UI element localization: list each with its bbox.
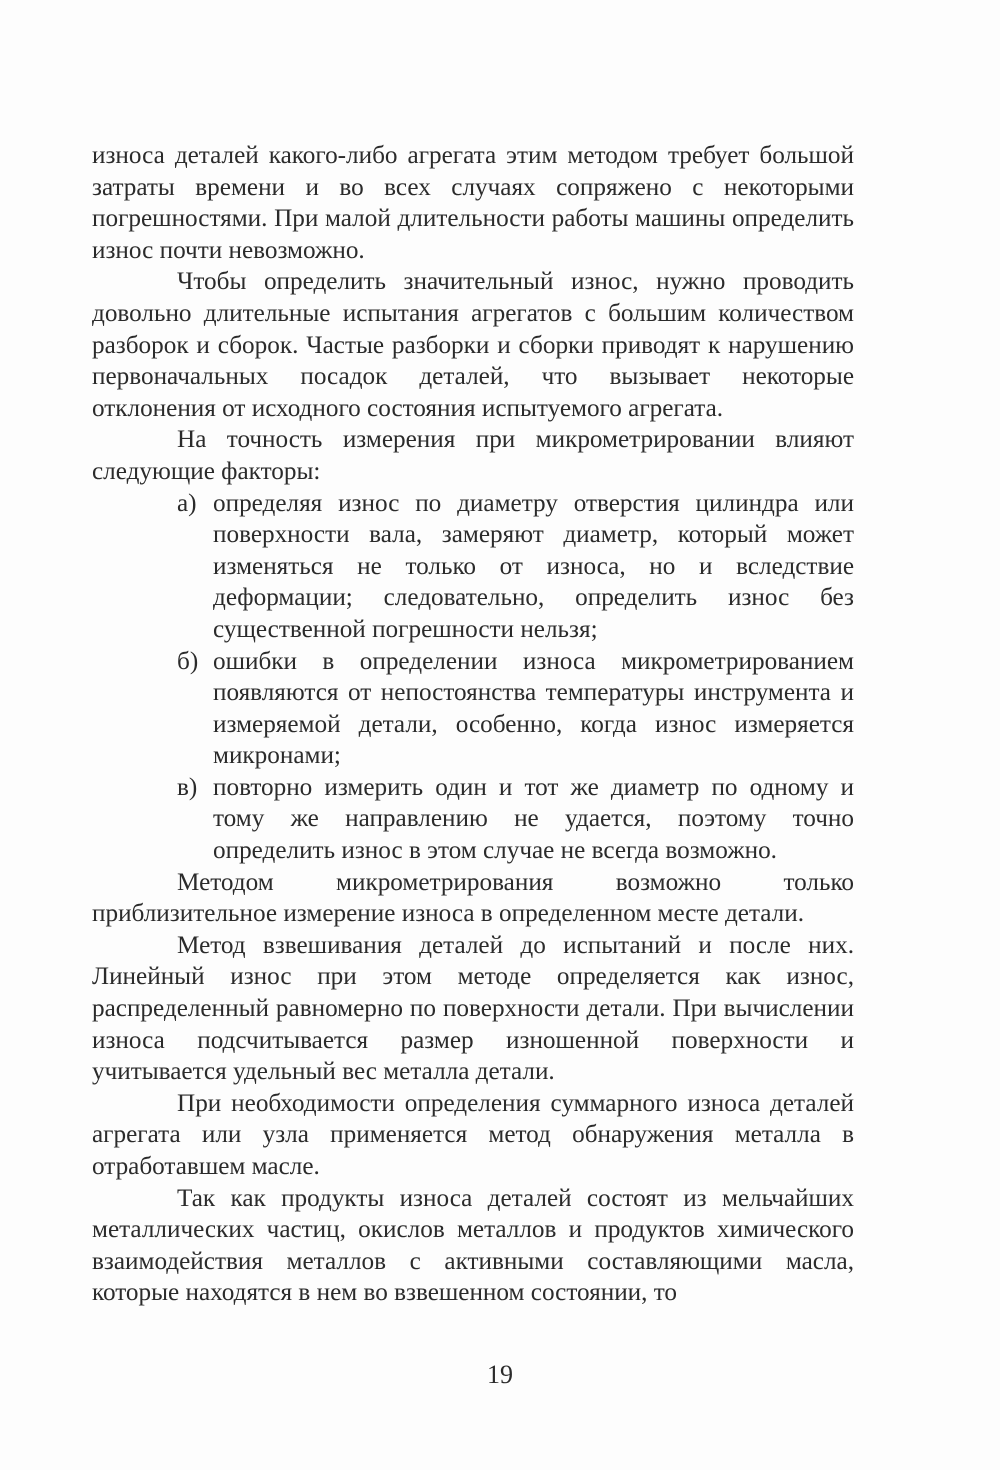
paragraph: Так как продукты износа деталей состоят из мельчайших металлических частиц, окислов металлов и продуктов химического взаимодействия металлов с активными составляющими масла, которые находятся в нем во взвешенном состоянии, то [92,1184,854,1307]
paragraph: Чтобы определить значительный износ, нужно проводить довольно длительные испытания агрегатов с большим количеством разборок и сборок. Частые разборки и сборки приводят к нарушению первоначальных посадок деталей, что вызывает некоторые отклонения от исходного состояния испытуемого агрегата. [92,268,854,422]
factors-list [92,488,854,867]
list-item [177,772,854,867]
paragraph: На точность измерения при микрометрировании влияют следующие факторы: [92,426,854,485]
paragraph-continuation: износа деталей какого-либо агрегата этим методом требует большой затраты времени и во всех случаях сопряжено с некоторыми погрешностями. При малой длительности работы машины определить износ почти невозможно. [92,142,854,264]
page-number: 19 [487,1360,513,1389]
list-item-text: ошибки в определении износа микрометрированием появляются от непостоянства температуры инструмента и измеряемой детали, особенно, когда износ измеряется микронами; [213,647,854,770]
paragraph: Метод взвешивания деталей до испытаний и после них. Линейный износ при этом методе определяется как износ, распределенный равномерно по поверхности детали. При вычислении износа подсчитывается размер изношенной поверхности и учитывается удельный вес металла детали. [92,931,854,1086]
paragraph: Методом микрометрирования возможно только приблизительное измерение износа в определенном месте детали. [92,868,854,928]
list-marker: в) [177,773,198,801]
paragraph: При необходимости определения суммарного износа деталей агрегата или узла применяется метод обнаружения металла в отработавшем масле. [92,1089,854,1180]
list-item-text: повторно измерить один и тот же диаметр по одному и тому же направлению не удается, поэтому точно определить износ в этом случае не всегда возможно. [213,773,854,865]
list-marker: б) [177,647,199,675]
list-marker: а) [177,489,197,517]
list-item [177,488,854,646]
list-item-text: определяя износ по диаметру отверстия цилиндра или поверхности вала, замеряют диаметр, который может изменяться не только от износа, но и вследствие деформации; следовательно, определить износ без существенной погрешности нельзя; [213,489,854,643]
list-item [177,646,854,772]
text-column [92,140,854,1309]
